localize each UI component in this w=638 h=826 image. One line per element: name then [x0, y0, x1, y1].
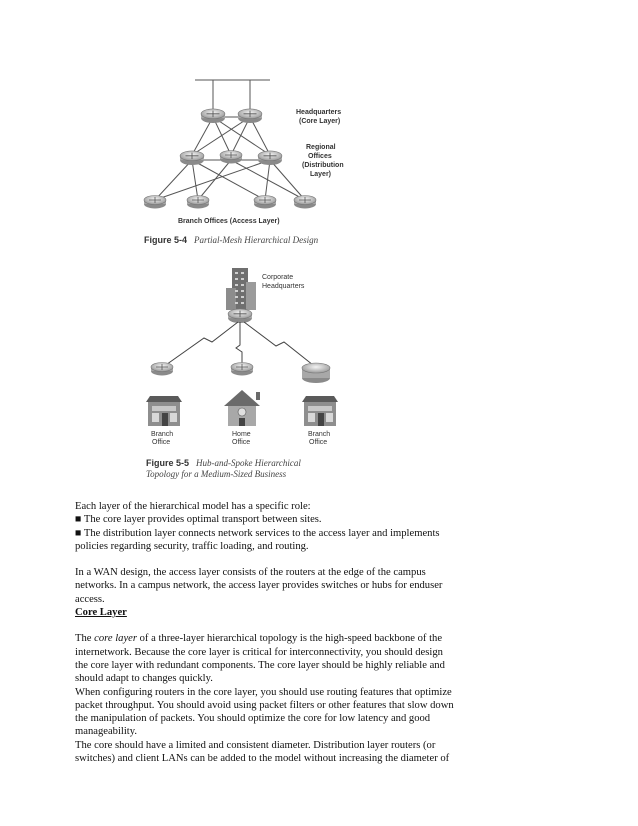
- core-router-icon: [238, 109, 262, 123]
- home-office-icon: [224, 390, 260, 426]
- label-headquarters: Headquarters: [296, 109, 342, 116]
- branch-office-icon: [302, 396, 338, 426]
- figure-5-5-number: Figure 5-5: [146, 458, 190, 468]
- figure-5-4-number: Figure 5-4: [144, 235, 188, 245]
- core-router-icon: [201, 109, 225, 123]
- spoke-router-icon: [151, 363, 173, 376]
- label-core-layer: (Core Layer): [299, 118, 341, 125]
- corporate-building-icon: [226, 268, 256, 310]
- label-branch-1-office: Office: [152, 439, 171, 446]
- diameter-paragraph-line1: The core should have a limited and consistent diameter. Distribution layer routers (or: [75, 739, 436, 751]
- partial-mesh-diagram: [155, 80, 305, 200]
- hub-router-icon: [228, 309, 252, 323]
- label-distribution: (Distribution: [302, 162, 344, 169]
- distribution-router-icon: [258, 151, 282, 165]
- figure-5-5-title-line1: Hub-and-Spoke Hierarchical: [196, 458, 301, 468]
- figure-5-5-title-line2: Topology for a Medium-Sized Business: [146, 469, 287, 479]
- label-branch-2: Branch: [308, 431, 331, 438]
- core-layer-heading: Core Layer: [75, 607, 127, 619]
- access-router-icon: [294, 196, 316, 209]
- diameter-paragraph-line2: switches) and client LANs can be added to the model without increasing the diameter of: [75, 753, 450, 765]
- access-router-icon: [254, 196, 276, 209]
- spoke-router-large-icon: [302, 363, 330, 383]
- core-layer-term: core layer: [94, 633, 137, 645]
- bullet-distribution-line1: ■ The distribution layer connects network services to the access layer and implements: [75, 527, 440, 539]
- core-paragraph-line2: internetwork. Because the core layer is critical for interconnectivity, you should design: [75, 646, 443, 658]
- label-offices: Offices: [308, 153, 332, 160]
- spoke-router-icon: [231, 363, 253, 376]
- access-paragraph-line2: networks. In a campus network, the access layer provides switches or hubs for enduser: [75, 580, 443, 592]
- core-post: of a three-layer hierarchical topology is the high-speed backbone of the: [136, 633, 443, 645]
- core-paragraph-line3: the core layer with redundant components. The core layer should be highly reliable and: [75, 659, 445, 671]
- label-home: Home: [232, 431, 251, 438]
- branch-office-icon: [146, 396, 182, 426]
- label-branch-1: Branch: [151, 431, 174, 438]
- label-corporate-hq: Headquarters: [262, 283, 305, 290]
- access-paragraph-line1: In a WAN design, the access layer consists of the routers at the edge of the campus: [75, 567, 426, 579]
- config-paragraph-line3: the manipulation of packets. You should optimize the core for low latency and good: [75, 713, 431, 725]
- core-pre: The: [75, 633, 95, 645]
- intro-line: Each layer of the hierarchical model has a specific role:: [75, 501, 311, 512]
- wan-links: [163, 322, 313, 367]
- access-paragraph-line3: access.: [75, 593, 105, 605]
- document-body: [75, 500, 575, 765]
- access-router-icon: [144, 196, 166, 209]
- bullet-core: ■ The core layer provides optimal transport between sites.: [75, 514, 322, 526]
- config-paragraph-line2: packet throughput. You should avoid using packet filters or other features that slow down: [75, 699, 454, 711]
- label-branch-offices: Branch Offices (Access Layer): [178, 218, 280, 225]
- distribution-router-icon: [180, 151, 204, 165]
- config-paragraph-line4: manageability.: [75, 726, 137, 738]
- label-home-office: Office: [232, 439, 251, 446]
- label-corporate: Corporate: [262, 274, 294, 281]
- core-paragraph-line4: should adapt to changes quickly.: [75, 673, 213, 685]
- bullet-distribution-line2: policies regarding security, traffic loading, and routing.: [75, 540, 309, 552]
- core-paragraph-line1: [75, 632, 575, 645]
- distribution-router-icon: [220, 151, 242, 164]
- label-regional: Regional: [306, 144, 336, 151]
- label-layer: Layer): [310, 171, 332, 178]
- config-paragraph-line1: When configuring routers in the core layer, you should use routing features that optimize: [75, 686, 452, 698]
- access-router-icon: [187, 196, 209, 209]
- label-branch-2-office: Office: [309, 439, 328, 446]
- figure-5-4-title: Partial-Mesh Hierarchical Design: [194, 235, 319, 245]
